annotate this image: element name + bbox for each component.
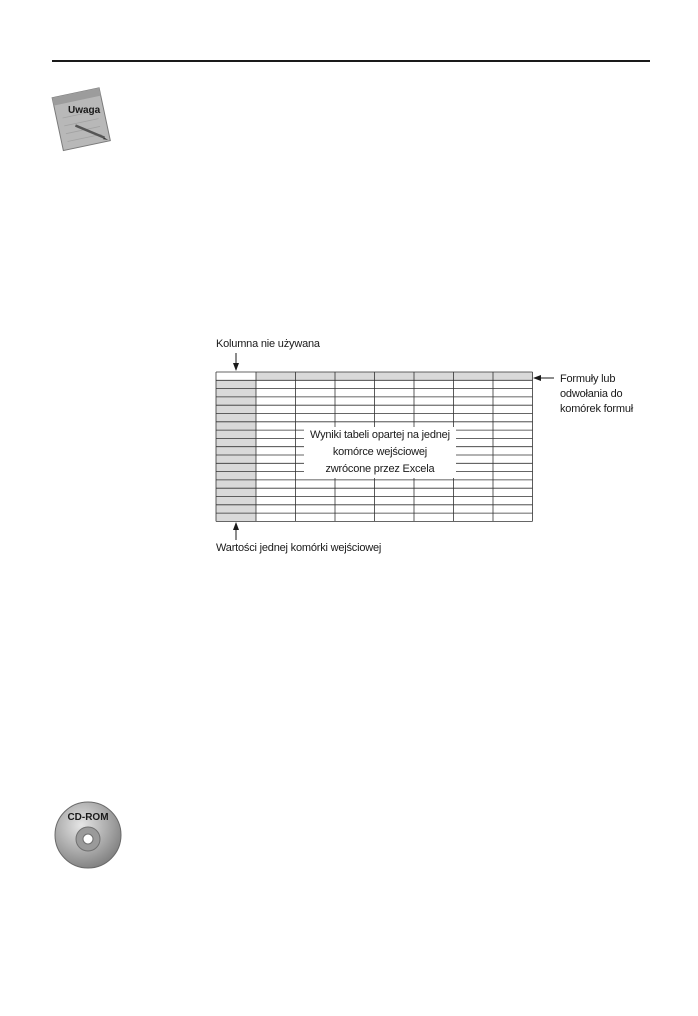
cd-rom-disc-icon — [52, 797, 124, 869]
data-table-figure — [150, 330, 650, 570]
label-unused-column: Kolumna nie używana — [216, 338, 320, 350]
header-rule — [52, 60, 650, 62]
label-results: Wyniki tabeli opartej na jednej komórce wejściowej zwrócone przez Excela — [304, 427, 456, 478]
note-pad-pencil-icon — [48, 84, 116, 152]
label-formulas: Formuły lub odwołania do komórek formuł — [560, 373, 633, 415]
input-values-column — [216, 380, 256, 521]
note-label: Uwaga — [68, 105, 101, 116]
cdrom-label: CD-ROM — [67, 812, 109, 823]
label-input-values: Wartości jednej komórki wejściowej — [216, 542, 382, 554]
formula-row — [256, 372, 533, 380]
